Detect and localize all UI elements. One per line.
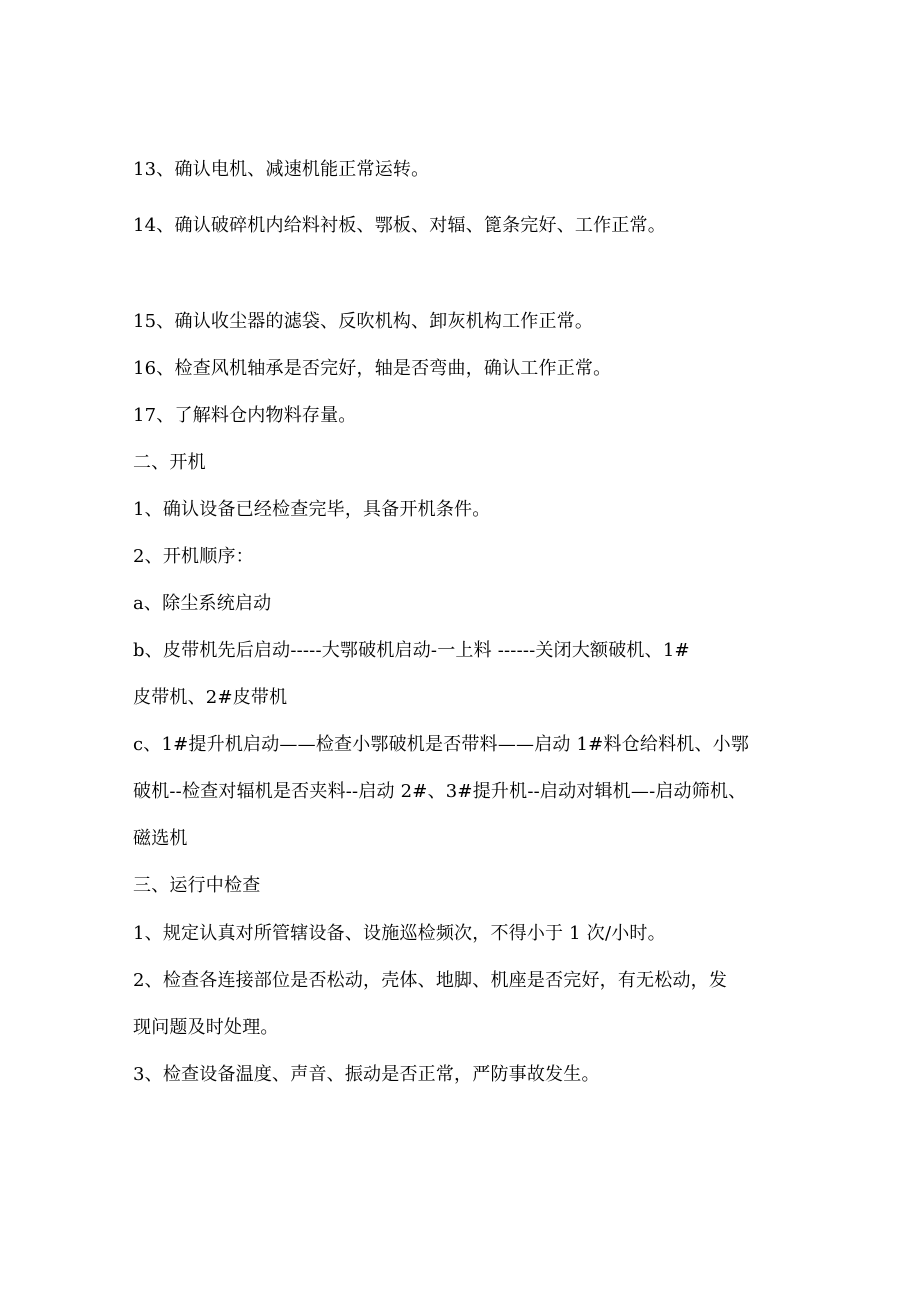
section-heading-running-check: 三、运行中检查	[133, 875, 261, 896]
text-line-startup-a: a、除尘系统启动	[133, 593, 272, 614]
text-line-item-16: 16、检查风机轴承是否完好，轴是否弯曲，确认工作正常。	[133, 358, 612, 379]
text-line-running-2: 2、检查各连接部位是否松动，壳体、地脚、机座是否完好，有无松动，发	[133, 970, 728, 991]
text-line-startup-b-cont: 皮带机、2#皮带机	[133, 687, 288, 708]
text-line-item-15: 15、确认收尘器的滤袋、反吹机构、卸灰机构工作正常。	[133, 311, 594, 332]
text-line-startup-c-cont-2: 磁选机	[133, 828, 188, 849]
text-line-item-14: 14、确认破碎机内给料衬板、鄂板、对辐、篦条完好、工作正常。	[133, 215, 666, 236]
text-line-item-13: 13、确认电机、减速机能正常运转。	[133, 159, 430, 180]
text-line-startup-c: c、1#提升机启动——检查小鄂破机是否带料——启动 1#料仓给料机、小鄂	[133, 734, 750, 755]
text-line-running-1: 1、规定认真对所管辖设备、设施巡检频次，不得小于 1 次/小时。	[133, 923, 666, 944]
text-line-item-17: 17、了解料仓内物料存量。	[133, 405, 357, 426]
text-line-running-3: 3、检查设备温度、声音、振动是否正常，严防事故发生。	[133, 1064, 600, 1085]
text-line-startup-2: 2、开机顺序：	[133, 546, 254, 567]
text-line-startup-1: 1、确认设备已经检查完毕，具备开机条件。	[133, 499, 491, 520]
section-heading-startup: 二、开机	[133, 452, 206, 473]
text-line-running-2-cont: 现问题及时处理。	[133, 1017, 279, 1038]
text-line-startup-b: b、皮带机先后启动-----大鄂破机启动-一上料 ------关闭大额破机、1#	[133, 640, 690, 661]
text-line-startup-c-cont-1: 破机--检查对辐机是否夹料--启动 2#、3#提升机--启动对辑机—-启动筛机、	[133, 781, 747, 802]
